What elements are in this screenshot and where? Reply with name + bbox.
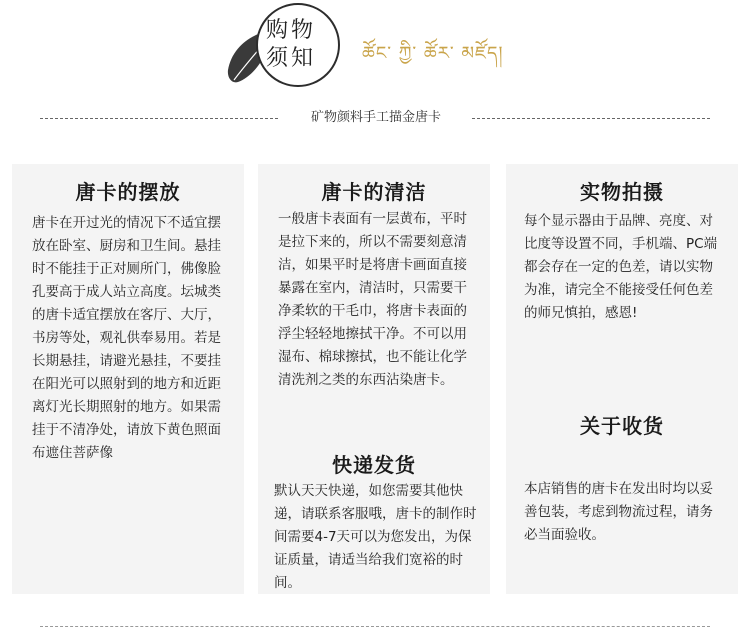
page-subtitle: 矿物颜料手工描金唐卡 [310,110,441,125]
panel-title-receiving: 关于收货 [580,414,664,438]
panel-photography [506,164,738,594]
panel-title-shipping: 快递发货 [332,453,416,477]
panel-placement [12,164,244,594]
divider-left [40,118,278,119]
panel-body-cleaning: 一般唐卡表面有一层黄布，平时是拉下来的，所以不需要刻意清洁，如果平时是将唐卡画面直接暴露在室内，清洁时，只需要干净柔软的干毛巾，将唐卡表面的浮尘轻轻地擦拭干净。不可以用湿布、棉球擦拭，也不能让化学清洗剂之类的东西沾染唐卡。 [278,211,467,388]
panel-body-photography: 每个显示器由于品牌、亮度、对比度等设置不同，手机端、PC端都会存在一定的色差，请以实物为准，请完全不能接受任何色差的师兄慎拍，感恩! [524,213,718,321]
panel-cleaning [258,164,490,594]
panel-body-shipping: 默认天天快递，如您需要其他快递，请联系客服哦，唐卡的制作时间需要4-7天可以为您发出，为保证质量，请适当给我们宽裕的时间。 [274,483,477,591]
panel-title-cleaning: 唐卡的清洁 [321,180,427,204]
subtitle-row [0,108,750,128]
shopping-notice-badge [256,3,340,87]
panel-body-receiving: 本店销售的唐卡在发出时均以妥善包装，考虑到物流过程，请务必当面验收。 [524,481,713,543]
badge-line-2: 须知 [266,46,317,71]
badge-line-1: 购物 [266,18,317,43]
bottom-divider [40,626,710,627]
page-header [0,0,750,100]
panel-title-photography: 实物拍摄 [580,180,664,204]
panel-body-placement: 唐卡在开过光的情况下不适宜摆放在卧室、厨房和卫生间。悬挂时不能挂于正对厕所门，佛像脸孔要高于成人站立高度。坛城类的唐卡适宜摆放在客厅、大厅，书房等处，观礼供奉易用。若是长期悬挂，请避光悬挂，不要挂在阳光可以照射到的地方和近距离灯光长期照射的地方。如果需挂于不清净处，请放下黄色照面布遮住菩萨像 [32,215,221,461]
divider-right [472,118,710,119]
panel-title-placement: 唐卡的摆放 [75,180,181,204]
tibetan-text: ཚོང་ ཀྱི་ ཚོར་ མཛོད། [362,43,504,64]
